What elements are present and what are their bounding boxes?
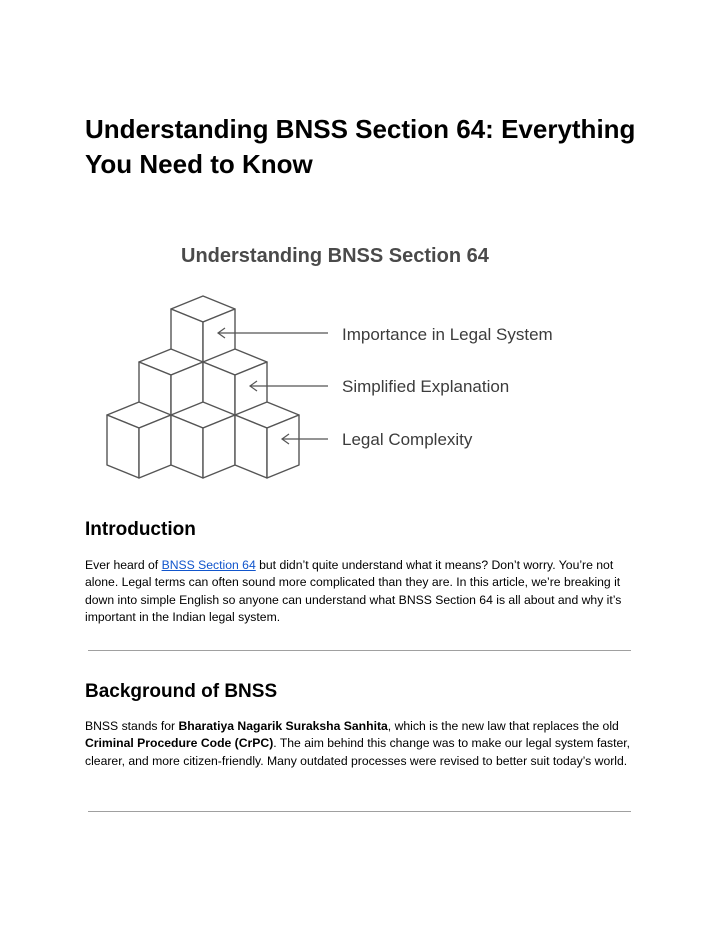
cube-5	[171, 402, 235, 478]
background-paragraph	[85, 718, 640, 770]
bg-text-3: . The aim behind this change was to make our legal system faster, clearer, and more citizen-friendly. Many outdated processes were revised to better suit today’s world.	[85, 736, 631, 768]
bg-text-2: , which is the new law that replaces the old	[387, 719, 619, 733]
section-divider-1	[88, 650, 631, 651]
label-complexity: Legal Complexity	[342, 430, 473, 449]
section-divider-2	[88, 811, 631, 812]
crpc-full-name: Criminal Procedure Code (CrPC)	[85, 736, 274, 751]
figure-heading: Understanding BNSS Section 64	[181, 245, 489, 267]
article-title: Understanding BNSS Section 64: Everything You Need to Know	[85, 114, 636, 179]
pyramid-figure	[95, 232, 615, 482]
introduction-paragraph	[85, 557, 640, 626]
pyramid-diagram	[95, 232, 615, 482]
background-heading: Background of BNSS	[85, 681, 278, 702]
label-importance: Importance in Legal System	[342, 325, 553, 344]
intro-text-start: Ever heard of	[85, 558, 162, 572]
cube-4	[107, 402, 171, 478]
intro-text-rest: but didn’t quite understand what it means? Don’t worry. You’re not alone. Legal terms can often sound more complicated than they are. In this article, we’re breaking it down into simple English so anyone can understand what BNSS Section 64 is all about and why it’s important in the Indian legal system.	[85, 558, 622, 624]
bg-text-1: BNSS stands for	[85, 719, 179, 733]
introduction-heading: Introduction	[85, 519, 196, 540]
cube-6	[235, 402, 299, 478]
bnss-full-name: Bharatiya Nagarik Suraksha Sanhita	[178, 719, 388, 733]
bnss-section-64-link[interactable]: BNSS Section 64	[161, 558, 256, 572]
label-simplified: Simplified Explanation	[342, 377, 510, 396]
